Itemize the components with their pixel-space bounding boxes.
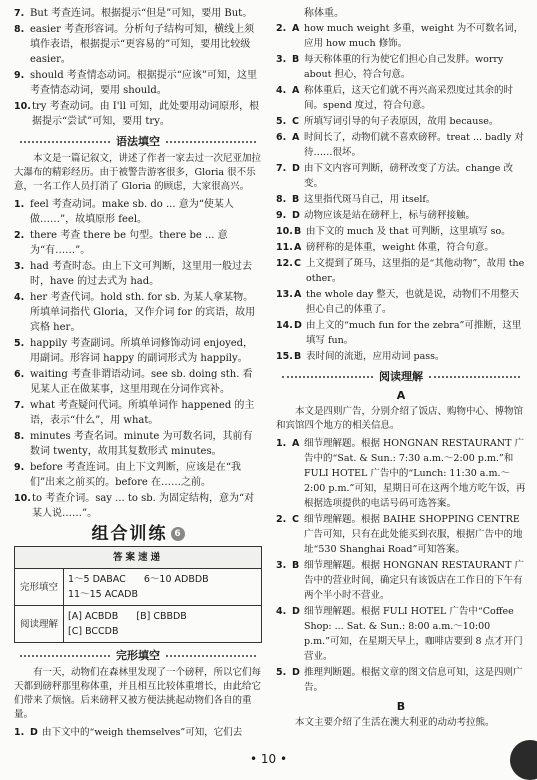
item-text: the whole day 整天，也就是说，动物们不用整天担心自己的体重了。 — [306, 289, 519, 315]
item-answer: C — [294, 258, 301, 269]
list-item — [276, 287, 526, 317]
item-number: 15. — [276, 351, 293, 362]
row-label: 阅读理解 — [15, 606, 64, 643]
page-number: • 10 • — [249, 752, 288, 766]
item-answer: A — [292, 438, 300, 449]
item-answer: C — [292, 116, 299, 127]
item-text: But 考查连词。根据提示“但是”可知，要用 But。 — [30, 8, 253, 19]
item-answer: D — [292, 606, 300, 617]
list-item — [276, 558, 526, 603]
item-text: 推理判断题。根据文章的图文信息可知，这是四则广告。 — [304, 667, 523, 693]
row-label: 完形填空 — [15, 569, 64, 606]
section-heading-grammar — [14, 134, 262, 149]
item-number: 4. — [14, 292, 25, 303]
training-title — [14, 524, 262, 544]
item-number: 14. — [276, 320, 293, 331]
passage-summary: 本文主要介绍了生活在澳大利亚的动动考拉熊。 — [295, 717, 495, 728]
item-answer: D — [294, 320, 302, 331]
item-text: there 考查 there be 句型。there be ... 意为“有……”。 — [30, 230, 228, 256]
divider — [166, 655, 256, 657]
section-heading-reading — [276, 369, 526, 384]
item-number: 6. — [276, 132, 287, 143]
section-heading-cloze — [14, 648, 262, 663]
reading-answers — [276, 436, 526, 695]
item-answer: A — [294, 289, 302, 300]
item-answer: A — [292, 23, 300, 34]
left-column — [14, 6, 262, 741]
list-item — [14, 228, 262, 258]
section-title: 阅读理解 — [379, 370, 423, 383]
table-row — [15, 569, 262, 606]
grammar-answers — [14, 197, 262, 521]
item-answer: B — [292, 560, 300, 571]
item-number: 13. — [276, 289, 293, 300]
item-number: 6. — [14, 369, 25, 380]
item-answer: C — [292, 514, 299, 525]
divider — [20, 141, 110, 143]
item-text: should 考查情态动词。根据提示“应该”可知，这里考查情态动词，要用 should。 — [30, 70, 258, 96]
divider — [282, 376, 373, 378]
item-text: 时间长了，动物们就不喜欢磅秤。treat ... badly 对待……很坏。 — [304, 132, 524, 158]
item-answer: B — [292, 54, 300, 65]
item-text: waiting 考查非谓语动词。see sb. doing sth. 看见某人正在做某事，这里用现在分词作宾补。 — [30, 369, 253, 395]
list-item — [14, 259, 262, 289]
passage-summary: 本文是一篇记叙文，讲述了作者一家去过一次尼亚加拉大瀑布的精彩经历。由于被警告游客很多，Gloria 很不乐意，一名工作人员打消了 Gloria 的顾虑，大家很高兴。 — [14, 153, 262, 192]
answer-line: 11～15 ACADB — [68, 589, 138, 600]
list-item — [276, 192, 526, 207]
list-item — [14, 460, 262, 490]
item-text: 动物应该是站在磅秤上，标与磅秤接触。 — [304, 210, 476, 221]
item-answer: A — [292, 85, 300, 96]
passage-summary: 有一天，动物们在森林里发现了一个磅秤，所以它们每天都到磅秤那里称体重，并且相互比较体重增长，由此给它们带来了烦恼。后来磅秤又被方便法挑起动物们各自的重量。 — [14, 667, 262, 720]
item-number: 3. — [276, 560, 287, 571]
item-number: 7. — [276, 163, 287, 174]
divider — [429, 376, 520, 378]
list-item — [14, 6, 262, 21]
item-text: 由下文内容可判断，磅秤改变了方法。change 改变。 — [304, 163, 513, 189]
passage-label: A — [396, 389, 406, 402]
item-answer: B — [292, 194, 300, 205]
item-text: her 考查代词。hold sth. for sb. 为某人拿某物。所填单词指代 Gloria，又作介词 for 的宾语，故用宾格 her。 — [30, 292, 256, 333]
list-item — [276, 130, 526, 160]
item-answer: B — [294, 226, 302, 237]
item-number: 1. — [14, 727, 25, 738]
item-number: 4. — [276, 85, 287, 96]
vocab-answers — [14, 6, 262, 129]
item-text: 由下文的 much 及 that 可判断，这里填写 so。 — [306, 226, 511, 237]
item-number: 9. — [276, 210, 287, 221]
continued-text: 称体重。 — [304, 8, 344, 19]
item-number: 7. — [14, 8, 25, 19]
corner-tab — [510, 740, 537, 780]
item-text: 所填写词引导的句子表原因，故用 because。 — [304, 116, 499, 127]
list-item — [14, 367, 262, 397]
list-item — [14, 68, 262, 98]
item-number: 3. — [276, 54, 287, 65]
list-item — [14, 491, 262, 521]
list-item — [14, 197, 262, 227]
answer-line: 1～5 DABAC 6～10 ADBDB — [68, 574, 209, 585]
list-item — [14, 725, 262, 740]
item-answer: D — [292, 210, 300, 221]
item-number: 10. — [14, 101, 31, 112]
section-title: 语法填空 — [116, 135, 160, 148]
list-item — [276, 604, 526, 664]
list-item — [276, 512, 526, 557]
item-number: 10. — [276, 226, 293, 237]
list-item — [276, 256, 526, 286]
answer-line: [C] BCCDB — [68, 626, 119, 637]
answer-table — [14, 546, 262, 643]
list-item — [276, 52, 526, 82]
item-text: 由下文中的“weigh themselves”可知，它们去 — [42, 727, 243, 738]
list-item — [276, 21, 526, 51]
row-answers — [64, 606, 262, 643]
item-text: 细节理解题。根据 HONGNAN RESTAURANT 广告中的“Sat. & Sun.: 7:30 a.m.～2:00 p.m.”和 FULI HOTEL 广告中的“Lunch: 11:30 a.m.～2:00 p.m.”可知，星期日可在这两个地方吃午饭，再根据选项提供的电话号码可选答案。 — [304, 438, 526, 509]
item-text: 磅秤称的是体重，weight 体重，符合句意。 — [306, 242, 494, 253]
cloze-answers — [276, 21, 526, 364]
item-text: to 考查介词。say ... to sb. 为固定结构，意为“对某人说……”。 — [32, 493, 255, 519]
list-item — [276, 161, 526, 191]
list-item — [276, 436, 526, 511]
item-number: 4. — [276, 606, 287, 617]
list-item — [14, 336, 262, 366]
list-item — [14, 22, 262, 67]
answer-table-header: 答案速递 — [15, 547, 262, 569]
item-text: 每天称体重的行为使它们担心自己发胖。worry about 担心，符合句意。 — [304, 54, 504, 80]
list-item — [276, 224, 526, 239]
passage-summary: 本文是四则广告，分别介绍了饭店、购物中心、博物馆和宾馆四个地方的相关信息。 — [276, 406, 524, 431]
item-answer: D — [30, 727, 38, 738]
item-answer: A — [292, 132, 300, 143]
list-item — [14, 429, 262, 459]
item-number: 1. — [14, 199, 25, 210]
list-item — [276, 240, 526, 255]
item-text: 细节理解题。根据 HONGNAN RESTAURANT 广告中的营业时间，确定只有该饭店在工作日的下午有两个半小时不营业。 — [304, 560, 524, 601]
list-item — [276, 665, 526, 695]
right-column — [276, 6, 526, 733]
section-title: 完形填空 — [116, 649, 160, 662]
item-number: 3. — [14, 261, 25, 272]
list-item — [276, 83, 526, 113]
item-text: happily 考查副词。所填单词修饰动词 enjoyed，用副词。形容词 happy 的副词形式为 happily。 — [30, 338, 254, 364]
list-item — [276, 349, 526, 364]
item-text: 由上文的“much fun for the zebra”可推断，这里填写 fun。 — [306, 320, 522, 346]
item-text: 这里指代斑马自己，用 itself。 — [304, 194, 436, 205]
item-text: easier 考查形容词。分析句子结构可知，横线上须填作表语，根据提示“更容易的”可知，要用比较级 easier。 — [30, 24, 255, 65]
item-number: 12. — [276, 258, 293, 269]
item-number: 2. — [14, 230, 25, 241]
item-number: 8. — [276, 194, 287, 205]
item-text: minutes 考查名词。minute 为可数名词，其前有数词 twenty，故用其复数形式 minutes。 — [30, 431, 253, 457]
training-title-text: 组合训练 — [91, 524, 168, 544]
item-number: 9. — [14, 462, 25, 473]
row-answers — [64, 569, 262, 606]
list-item — [14, 398, 262, 428]
item-answer: A — [294, 242, 302, 253]
item-text: had 考查时态。由上下文可判断，这里用一般过去时，have 的过去式为 had。 — [30, 261, 252, 287]
item-text: how much weight 多重，weight 为不可数名词，应用 how much 修饰。 — [304, 23, 524, 49]
item-text: before 考查连词。由上下文判断，应该是在“我们”出来之前买的。before 在……之前。 — [30, 462, 242, 488]
divider — [166, 141, 256, 143]
item-number: 10. — [14, 493, 31, 504]
list-item — [276, 318, 526, 348]
item-answer: B — [294, 351, 302, 362]
unit-badge: 6 — [171, 527, 185, 541]
list-item — [14, 290, 262, 335]
item-text: try 考查动词。由 I'll 可知，此处要用动词原形，根据提示“尝试”可知，要用 try。 — [32, 101, 260, 127]
item-number: 2. — [276, 23, 287, 34]
item-text: 细节理解题。根据 FULI HOTEL 广告中“Coffee Shop: ... Sat. & Sun.: 8:00 a.m.～10:00 p.m.”可知，在星期天早上，咖啡店要到 8 点才开门营业。 — [304, 606, 523, 662]
list-item — [14, 99, 262, 129]
item-text: feel 考查动词。make sb. do ... 意为“使某人做……”，故填原形 feel。 — [30, 199, 234, 225]
list-item — [276, 208, 526, 223]
item-number: 5. — [14, 338, 25, 349]
item-text: what 考查疑问代词。所填单词作 happened 的主语，表示“什么”，用 what。 — [30, 400, 255, 426]
divider — [20, 655, 110, 657]
passage-label: B — [396, 700, 406, 713]
table-row — [15, 606, 262, 643]
answer-line: [A] ACBDB [B] CBBDB — [68, 611, 187, 622]
item-number: 8. — [14, 431, 25, 442]
item-text: 上文提到了斑马，这里指的是“其他动物”，故用 the other。 — [306, 258, 525, 284]
item-number: 5. — [276, 116, 287, 127]
item-number: 5. — [276, 667, 287, 678]
item-number: 11. — [276, 242, 293, 253]
item-text: 表时间的流逝，应用动词 pass。 — [306, 351, 445, 362]
item-number: 2. — [276, 514, 287, 525]
item-number: 7. — [14, 400, 25, 411]
list-item — [276, 114, 526, 129]
item-text: 称体重后，这天它们就不再兴高采烈度过其余的时间。spend 度过，符合句意。 — [304, 85, 514, 111]
item-number: 9. — [14, 70, 25, 81]
item-answer: D — [292, 667, 300, 678]
item-answer: D — [292, 163, 300, 174]
item-number: 1. — [276, 438, 287, 449]
item-text: 细节理解题。根据 BAIHE SHOPPING CENTRE 广告可知，只有在此处能买到衣服，根据广告中的地址“530 Shanghai Road”可知答案。 — [304, 514, 523, 555]
item-number: 8. — [14, 24, 25, 35]
